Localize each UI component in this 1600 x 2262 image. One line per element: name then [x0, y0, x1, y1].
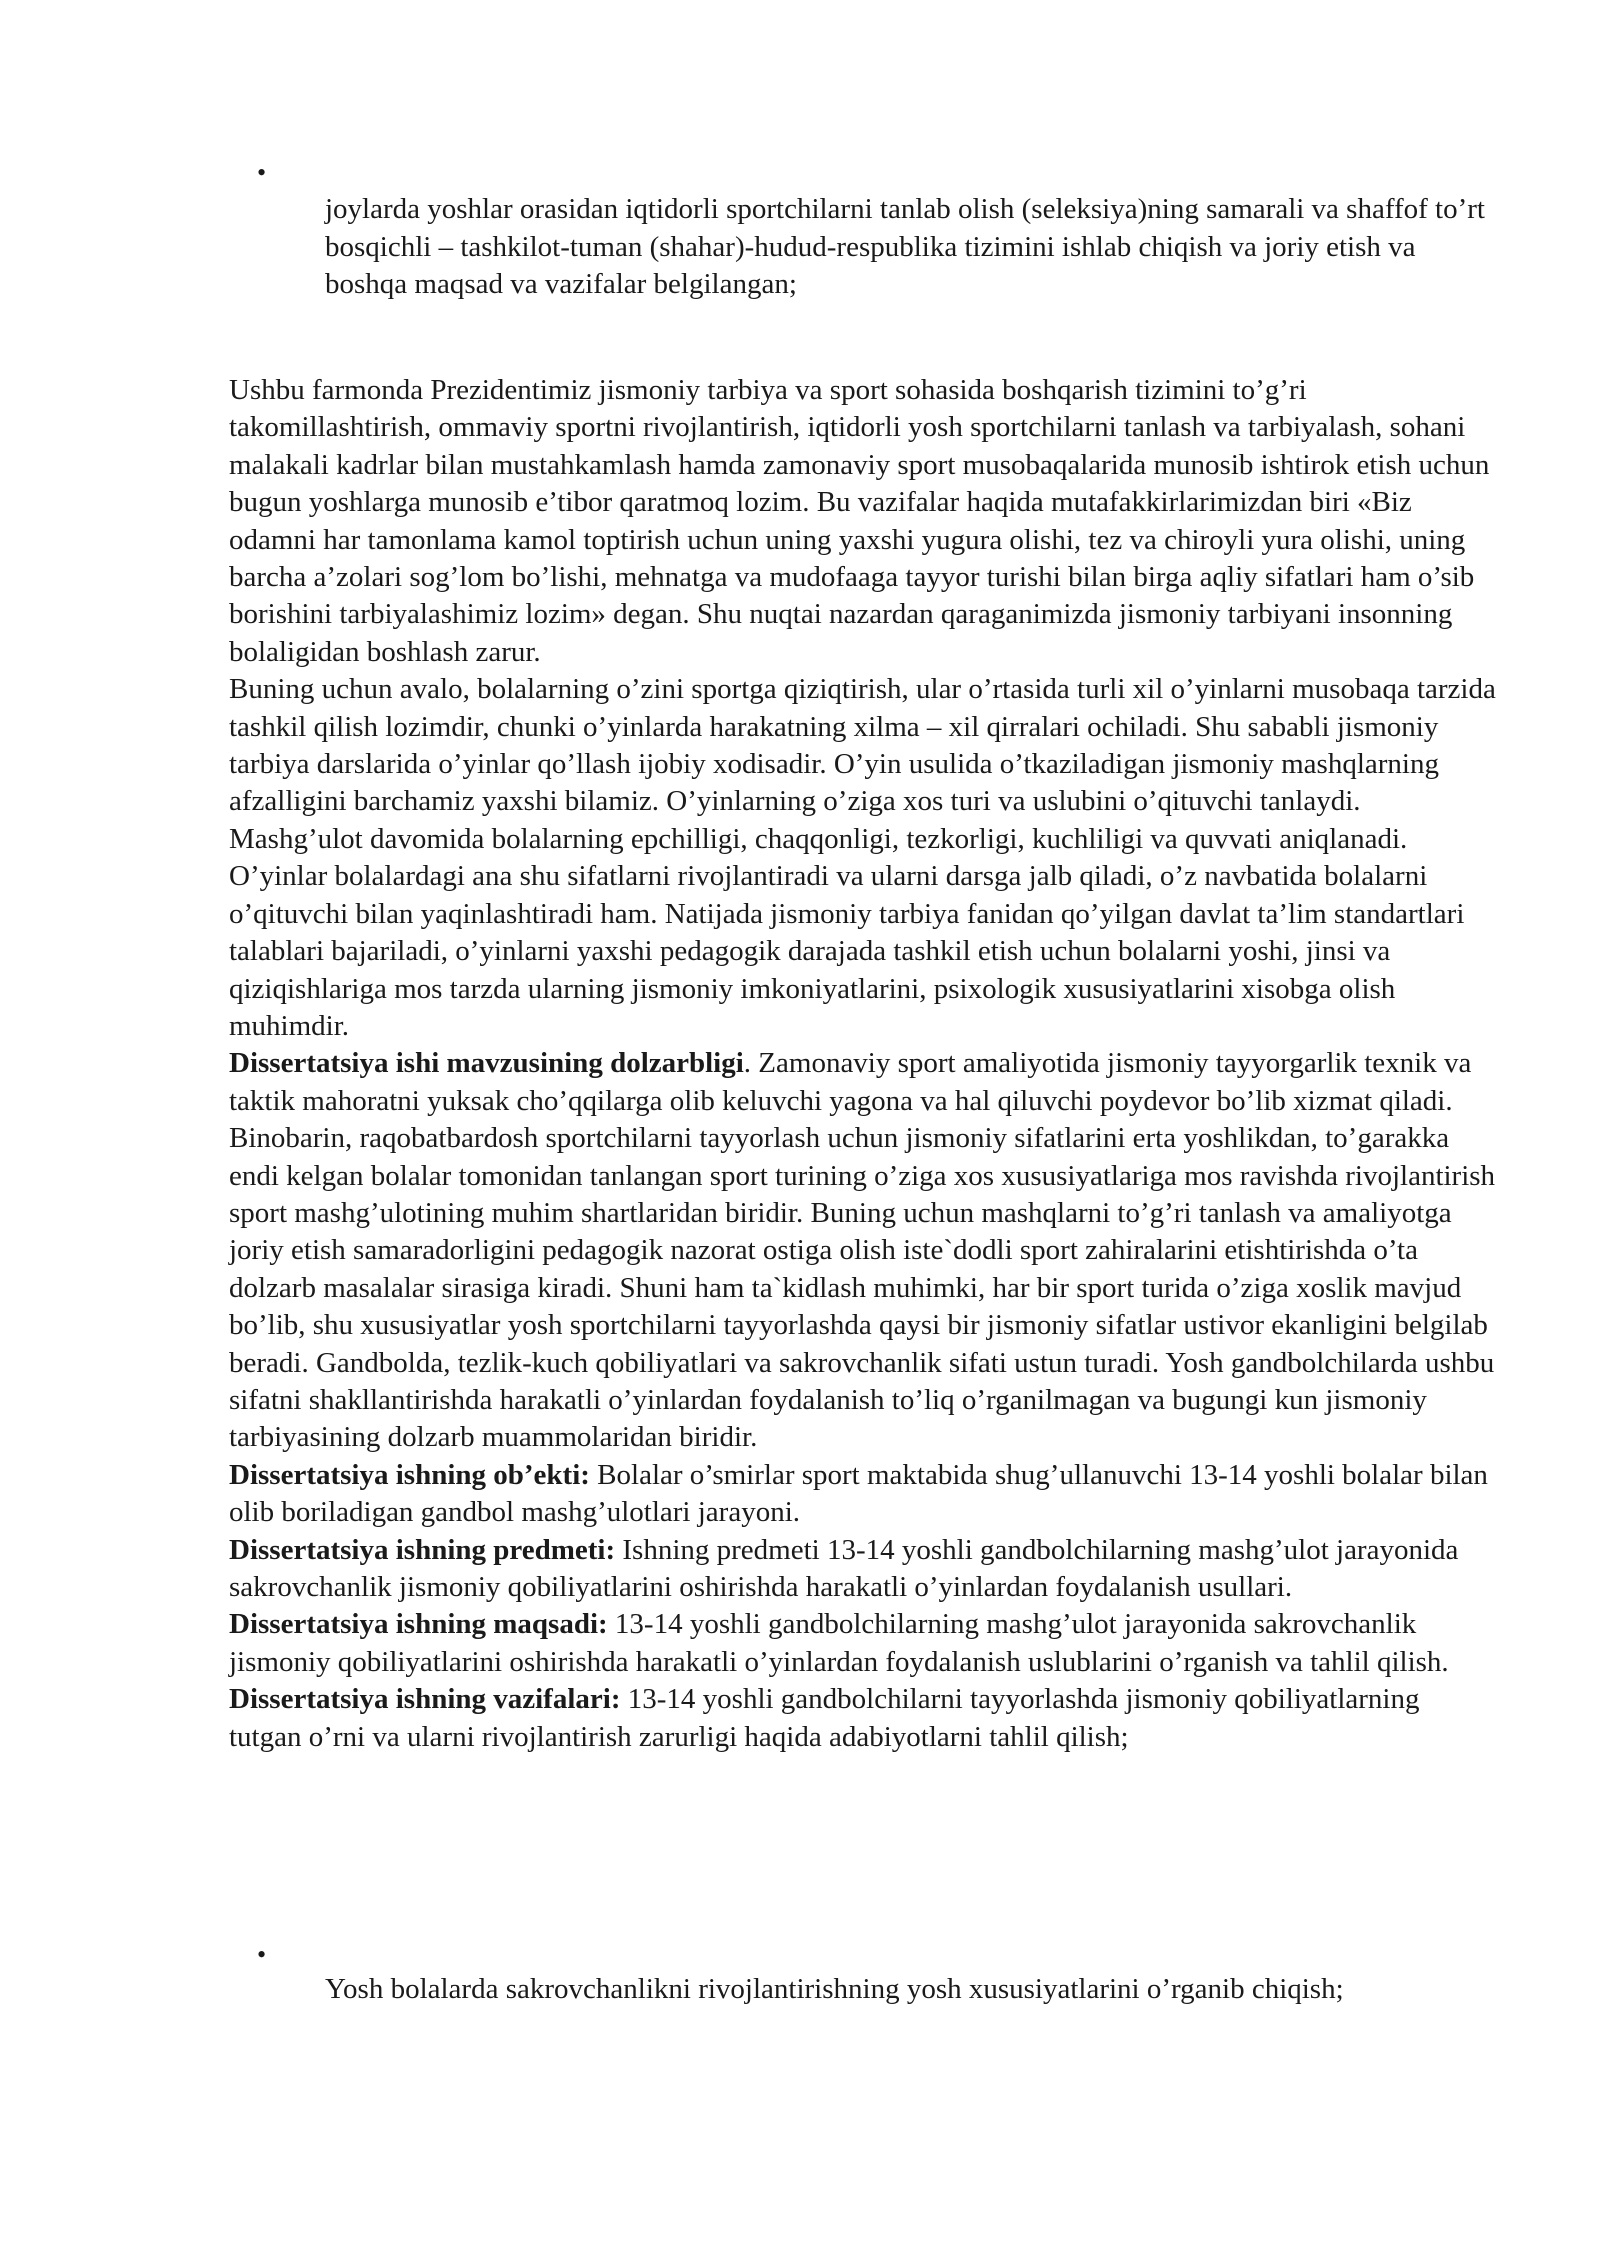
text-maqsadi: 13-14 yoshli gandbolchilarning mashg’ulot jarayonida sakrovchanlik jismoniy qobiliyatlarini oshirishda harakatli o’yinlardan foydalanish uslublarini o’rganish va tahlil qilish.	[229, 1608, 1449, 1678]
text-obekti: Bolalar o’smirlar sport maktabida shug’ullanuvchi 13-14 yoshli bolalar bilan olib boriladigan gandbol mashg’ulotlari jarayoni.	[229, 1458, 1488, 1529]
text-vazifalari: 13-14 yoshli gandbolchilarni tayyorlashda jismoniy qobiliyatlarning tutgan o’rni va ularni rivojlantirish zarurligi haqida adabiyotlarni tahlil qilish;	[229, 1683, 1420, 1753]
heading-vazifalari: Dissertatsiya ishning vazifalari:	[229, 1683, 621, 1716]
paragraph-oyinlar: Buning uchun avalo, bolalarning o’zini sportga qiziqtirish, ular o’rtasida turli xil o’yinlarni musobaqa tarzida tashkil qilish lozimdir, chunki o’yinlarda harakatning xilma – xil qirralari ochiladi. Shu sababli jismoniy tarbiya darslarida o’yinlar qo’llash ijobiy xodisadir. O’yin usulida o’tkaziladigan jismoniy mashqlarning afzalligini barchamiz yaxshi bilamiz. O’yinlarning o’ziga xos turi va uslubini o’qituvchi tanlaydi. Mashg’ulot davomida bolalarning epchilligi, chaqqonligi, tezkorligi, kuchliligi va quvvati aniqlanadi. O’yinlar bolalardagi ana shu sifatlarni rivojlantiradi va ularni darsga jalb qiladi, o’z navbatida bolalarni o’qituvchi bilan yaqinlashtiradi ham. Natijada jismoniy tarbiya fanidan qo’yilgan davlat ta’lim standartlari talablari bajariladi, o’yinlarni yaxshi pedagogik darajada tashkil etish uchun bolalarni yoshi, jinsi va qiziqishlariga mos tarzda ularning jismoniy imkoniyatlarini, psixologik xususiyatlarini xisobga olish muhimdir.	[229, 673, 1496, 1042]
paragraph-maqsadi	[229, 1606, 1499, 1681]
paragraph-dolzarbligi	[229, 1045, 1499, 1456]
paragraph-vazifalari	[229, 1681, 1499, 1756]
bullet-marker: •	[257, 1940, 267, 1969]
bullet-text: Yosh bolalarda sakrovchanlikni rivojlantirishning yosh xususiyatlarini o’rganib chiqish;	[325, 1973, 1344, 2005]
text-dolzarbligi: . Zamonaviy sport amaliyotida jismoniy tayyorgarlik texnik va taktik mahoratni yuksak cho’qqilarga olib keluvchi yagona va hal qiluvchi poydevor bo’lib xizmat qiladi. Binobarin, raqobatbardosh sportchilarni tayyorlash uchun jismoniy sifatlarini erta yoshlikdan, to’garakka endi kelgan bolalar tomonidan tanlangan sport turining o’ziga xos xususiyatlariga mos ravishda rivojlantirish sport mashg’ulotining muhim shartlaridan biridir. Buning uchun mashqlarni to’g’ri tanlash va amaliyotga joriy etish samaradorligini pedagogik nazorat ostiga olish iste`dodli sport zahiralarini etishtirishda o’ta dolzarb masalalar sirasiga kiradi. Shuni ham ta`kidlash muhimki, har bir sport turida o’ziga xoslik mavjud bo’lib, shu xususiyatlar yosh sportchilarni tayyorlashda qaysi bir jismoniy sifatlar ustivor ekanligini belgilab beradi. Gandbolda, tezlik-kuch qobiliyatlari va sakrovchanlik sifati ustun turadi. Yosh gandbolchilarda ushbu sifatni shakllantirishda harakatli o’yinlardan foydalanish to’liq o’rganilmagan va bugungi kun jismoniy tarbiyasining dolzarb muammolaridan biridir.	[229, 1047, 1496, 1454]
paragraph-obekti	[229, 1457, 1499, 1532]
bullet-text: joylarda yoshlar orasidan iqtidorli sportchilarni tanlab olish (seleksiya)ning samarali va shaffof to’rt bosqichli – tashkilot-tuman (shahar)-hudud-respublika tizimini ishlab chiqish va joriy etish va boshqa maqsad va vazifalar belgilangan;	[325, 193, 1485, 300]
heading-maqsadi: Dissertatsiya ishning maqsadi:	[229, 1608, 608, 1641]
text-predmeti: Ishning predmeti 13-14 yoshli gandbolchilarning mashg’ulot jarayonida sakrovchanlik jismoniy qobiliyatlarini oshirishda harakatli o’yinlardan foydalanish usullari.	[229, 1533, 1459, 1603]
heading-dolzarbligi: Dissertatsiya ishi mavzusining dolzarbligi	[229, 1047, 744, 1080]
paragraph-predmeti	[229, 1532, 1499, 1607]
heading-obekti: Dissertatsiya ishning ob’ekti:	[229, 1458, 590, 1491]
bullet-marker: •	[257, 158, 267, 187]
paragraph-farmon: Ushbu farmonda Prezidentimiz jismoniy tarbiya va sport sohasida boshqarish tizimini to’g’ri takomillashtirish, ommaviy sportni rivojlantirish, iqtidorli yosh sportchilarni tanlash va tarbiyalash, sohani malakali kadrlar bilan mustahkamlash hamda zamonaviy sport musobaqalarida munosib ishtirok etish uchun bugun yoshlarga munosib e’tibor qaratmoq lozim. Bu vazifalar haqida mutafakkirlarimizdan biri «Biz odamni har tamonlama kamol toptirish uchun uning yaxshi yugura olishi, tez va chiroyli yura olishi, uning barcha a’zolari sog’lom bo’lishi, mehnatga va mudofaaga tayyor turishi bilan birga aqliy sifatlari ham o’sib borishini tarbiyalashimiz lozim» degan. Shu nuqtai nazardan qaraganimizda jismoniy tarbiyani insonning bolaligidan boshlash zarur.	[229, 374, 1490, 668]
body-text	[229, 372, 1499, 1756]
heading-predmeti: Dissertatsiya ishning predmeti:	[229, 1533, 616, 1566]
